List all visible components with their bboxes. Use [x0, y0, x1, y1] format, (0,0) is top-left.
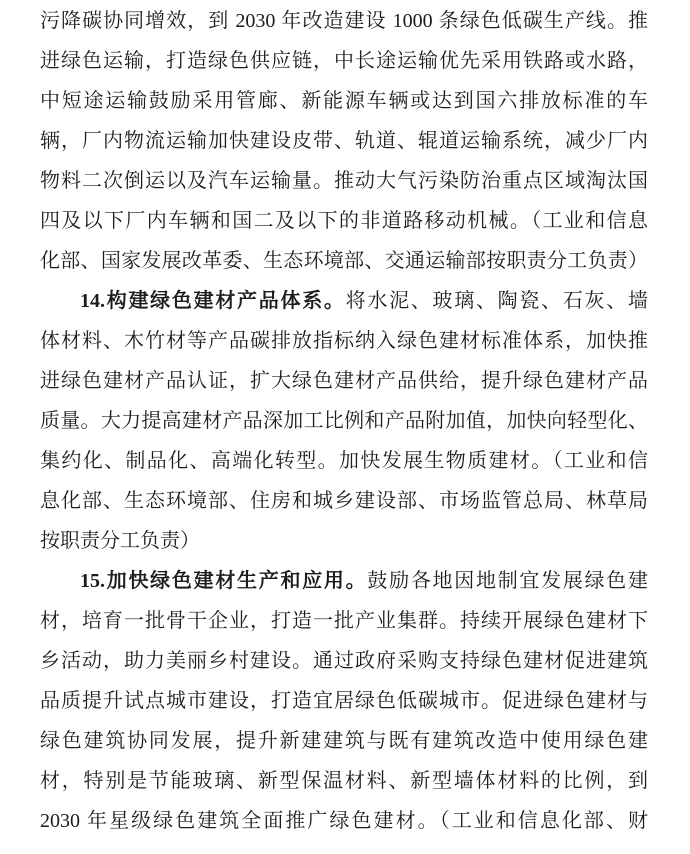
body-text-run: 按职责分工负责） — [40, 530, 200, 552]
body-text-run: 2030 年星级绿色建筑全面推广绿色建材。（工业和信息化部、财 — [40, 810, 648, 832]
body-text-run: 质量。大力提高建材产品深加工比例和产品附加值，加快向轻型化、 — [40, 410, 648, 432]
body-text-run: 污降碳协同增效，到 2030 年改造建设 1000 条绿色低碳生产线。推 — [40, 10, 648, 32]
text-line — [40, 761, 648, 801]
text-line — [40, 281, 648, 321]
body-text-run: 材，特别是节能玻璃、新型保温材料、新型墙体材料的比例，到 — [40, 770, 648, 792]
text-line — [40, 201, 648, 241]
text-line — [40, 1, 648, 41]
body-text-run: 集约化、制品化、高端化转型。加快发展生物质建材。（工业和信 — [40, 450, 648, 472]
body-text-run: 辆，厂内物流运输加快建设皮带、轨道、辊道运输系统，减少厂内 — [40, 130, 648, 152]
text-line — [40, 561, 648, 601]
body-text-run: 四及以下厂内车辆和国二及以下的非道路移动机械。（工业和信息 — [40, 210, 648, 232]
text-line — [40, 681, 648, 721]
text-line — [40, 641, 648, 681]
text-line — [40, 801, 648, 841]
body-text-run: 物料二次倒运以及汽车运输量。推动大气污染防治重点区域淘汰国 — [40, 170, 648, 192]
body-text-run: 将水泥、玻璃、陶瓷、石灰、墙 — [345, 290, 648, 312]
body-text-run: 进绿色运输，打造绿色供应链，中长途运输优先采用铁路或水路， — [40, 50, 648, 72]
text-line — [40, 161, 648, 201]
text-line — [40, 121, 648, 161]
text-line — [40, 401, 648, 441]
body-text-run: 息化部、生态环境部、住房和城乡建设部、市场监管总局、林草局 — [40, 490, 648, 512]
document-text — [40, 1, 648, 841]
text-line — [40, 601, 648, 641]
text-line — [40, 321, 648, 361]
text-line — [40, 361, 648, 401]
body-text-run: 绿色建筑协同发展，提升新建建筑与既有建筑改造中使用绿色建 — [40, 730, 648, 752]
body-text-run: 化部、国家发展改革委、生态环境部、交通运输部按职责分工负责） — [40, 250, 648, 272]
section-heading-run: 15.加快绿色建材生产和应用。 — [80, 570, 368, 592]
body-text-run: 鼓励各地因地制宜发展绿色建 — [367, 570, 648, 592]
text-line — [40, 41, 648, 81]
body-text-run: 乡活动，助力美丽乡村建设。通过政府采购支持绿色建材促进建筑 — [40, 650, 648, 672]
text-line — [40, 441, 648, 481]
text-line — [40, 721, 648, 761]
text-line — [40, 521, 648, 561]
section-heading-run: 14.构建绿色建材产品体系。 — [80, 290, 346, 312]
text-line — [40, 81, 648, 121]
body-text-run: 体材料、木竹材等产品碳排放指标纳入绿色建材标准体系，加快推 — [40, 330, 648, 352]
text-line — [40, 241, 648, 281]
body-text-run: 进绿色建材产品认证，扩大绿色建材产品供给，提升绿色建材产品 — [40, 370, 648, 392]
body-text-run: 品质提升试点城市建设，打造宜居绿色低碳城市。促进绿色建材与 — [40, 690, 648, 712]
text-line — [40, 481, 648, 521]
body-text-run: 中短途运输鼓励采用管廊、新能源车辆或达到国六排放标准的车 — [40, 90, 648, 112]
body-text-run: 材，培育一批骨干企业，打造一批产业集群。持续开展绿色建材下 — [40, 610, 648, 632]
